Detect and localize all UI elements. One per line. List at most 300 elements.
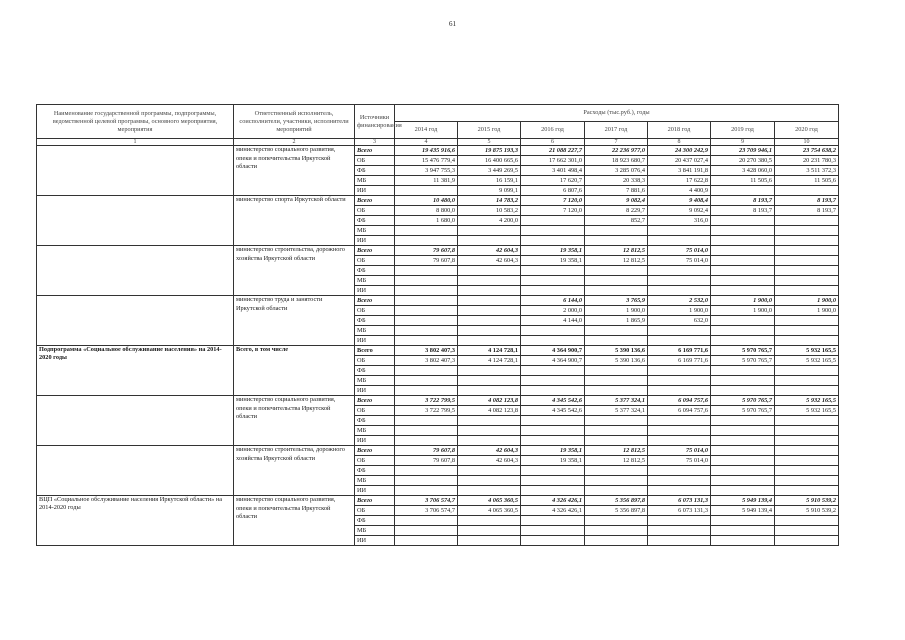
value-cell (585, 266, 648, 276)
value-cell (648, 326, 711, 336)
column-number: 6 (521, 139, 585, 146)
value-cell (585, 286, 648, 296)
value-cell: 4 364 900,7 (521, 346, 585, 356)
value-cell (521, 426, 585, 436)
header-row (37, 105, 839, 122)
value-cell (711, 246, 775, 256)
value-cell (585, 386, 648, 396)
value-cell: 5 377 324,1 (585, 396, 648, 406)
value-cell (585, 326, 648, 336)
value-cell: 3 285 076,4 (585, 166, 648, 176)
value-cell (711, 416, 775, 426)
value-cell: 75 014,0 (648, 246, 711, 256)
value-cell: 6 807,6 (521, 186, 585, 196)
value-cell (395, 516, 458, 526)
value-cell (775, 486, 839, 496)
value-cell (395, 466, 458, 476)
value-cell: 5 377 324,1 (585, 406, 648, 416)
value-cell: 5 970 765,7 (711, 356, 775, 366)
value-cell: 4 144,0 (521, 316, 585, 326)
value-cell (775, 326, 839, 336)
value-cell: 2 532,0 (648, 296, 711, 306)
value-cell (711, 216, 775, 226)
header-year: 2014 год (395, 122, 458, 139)
value-cell: 1 900,0 (775, 296, 839, 306)
source-cell: ОБ (355, 306, 395, 316)
value-cell (521, 326, 585, 336)
value-cell (521, 416, 585, 426)
column-number: 3 (355, 139, 395, 146)
header-executor: Ответственный исполнитель, соисполнители, участники, исполнители мероприятий (234, 105, 355, 139)
source-cell: ИИ (355, 286, 395, 296)
value-cell: 852,7 (585, 216, 648, 226)
table-row (37, 446, 839, 456)
value-cell: 1 865,9 (585, 316, 648, 326)
value-cell (648, 476, 711, 486)
value-cell: 3 706 574,7 (395, 506, 458, 516)
value-cell (458, 526, 521, 536)
source-cell: ФБ (355, 216, 395, 226)
value-cell: 5 390 136,6 (585, 356, 648, 366)
value-cell (648, 366, 711, 376)
value-cell: 7 120,0 (521, 196, 585, 206)
value-cell (711, 426, 775, 436)
value-cell (395, 526, 458, 536)
value-cell (775, 366, 839, 376)
value-cell (458, 516, 521, 526)
value-cell (585, 236, 648, 246)
table-row (37, 396, 839, 406)
value-cell (585, 426, 648, 436)
value-cell: 21 088 227,7 (521, 146, 585, 156)
value-cell (775, 186, 839, 196)
table-row (37, 296, 839, 306)
source-cell: ИИ (355, 386, 395, 396)
value-cell (521, 436, 585, 446)
value-cell: 6 169 771,6 (648, 346, 711, 356)
source-cell: МБ (355, 426, 395, 436)
value-cell: 12 812,5 (585, 256, 648, 266)
value-cell: 42 604,3 (458, 456, 521, 466)
source-cell: МБ (355, 276, 395, 286)
value-cell (775, 286, 839, 296)
value-cell (711, 366, 775, 376)
value-cell (521, 366, 585, 376)
value-cell: 5 970 765,7 (711, 406, 775, 416)
value-cell (775, 316, 839, 326)
value-cell: 3 428 060,0 (711, 166, 775, 176)
value-cell (395, 486, 458, 496)
value-cell (775, 416, 839, 426)
value-cell: 4 345 542,6 (521, 406, 585, 416)
value-cell: 15 476 779,4 (395, 156, 458, 166)
program-name-cell (37, 146, 234, 196)
table-row (37, 346, 839, 356)
source-cell: Всего (355, 396, 395, 406)
value-cell: 20 338,3 (585, 176, 648, 186)
value-cell (395, 266, 458, 276)
value-cell: 4 364 900,7 (521, 356, 585, 366)
value-cell (458, 326, 521, 336)
value-cell (395, 316, 458, 326)
value-cell: 1 680,0 (395, 216, 458, 226)
value-cell (648, 376, 711, 386)
header-year: 2018 год (648, 122, 711, 139)
value-cell: 11 381,9 (395, 176, 458, 186)
value-cell: 5 970 765,7 (711, 346, 775, 356)
source-cell: МБ (355, 326, 395, 336)
value-cell (711, 316, 775, 326)
source-cell: ОБ (355, 156, 395, 166)
value-cell (458, 316, 521, 326)
value-cell (521, 266, 585, 276)
source-cell: ИИ (355, 186, 395, 196)
value-cell: 5 932 165,5 (775, 346, 839, 356)
value-cell: 8 193,7 (711, 196, 775, 206)
value-cell (775, 426, 839, 436)
value-cell: 75 014,0 (648, 256, 711, 266)
value-cell (585, 526, 648, 536)
value-cell (711, 286, 775, 296)
value-cell (711, 226, 775, 236)
value-cell (711, 256, 775, 266)
value-cell (458, 376, 521, 386)
value-cell: 3 722 799,5 (395, 396, 458, 406)
value-cell (711, 536, 775, 546)
value-cell (395, 376, 458, 386)
value-cell: 8 800,0 (395, 206, 458, 216)
value-cell: 79 607,8 (395, 256, 458, 266)
header-source: Источники финансирования (355, 105, 395, 139)
value-cell (585, 226, 648, 236)
value-cell: 3 802 407,3 (395, 356, 458, 366)
value-cell (395, 286, 458, 296)
executor-cell: министерство социального развития, опеки и попечительства Иркутской области (234, 146, 355, 196)
value-cell (521, 536, 585, 546)
value-cell (585, 436, 648, 446)
value-cell: 17 622,8 (648, 176, 711, 186)
value-cell: 3 765,9 (585, 296, 648, 306)
value-cell (395, 386, 458, 396)
column-number: 4 (395, 139, 458, 146)
value-cell (458, 296, 521, 306)
value-cell (775, 466, 839, 476)
column-number: 9 (711, 139, 775, 146)
value-cell: 3 802 407,3 (395, 346, 458, 356)
value-cell: 12 812,5 (585, 456, 648, 466)
value-cell (711, 476, 775, 486)
value-cell (711, 236, 775, 246)
value-cell (521, 466, 585, 476)
value-cell: 1 900,0 (711, 306, 775, 316)
value-cell (775, 456, 839, 466)
column-number: 1 (37, 139, 234, 146)
value-cell (775, 386, 839, 396)
value-cell: 42 604,3 (458, 256, 521, 266)
header-year: 2020 год (775, 122, 839, 139)
value-cell: 4 345 542,6 (521, 396, 585, 406)
value-cell (458, 486, 521, 496)
value-cell (711, 456, 775, 466)
value-cell (521, 476, 585, 486)
value-cell: 12 812,5 (585, 246, 648, 256)
value-cell (648, 386, 711, 396)
value-cell: 6 094 757,6 (648, 396, 711, 406)
source-cell: ИИ (355, 236, 395, 246)
value-cell: 5 910 539,2 (775, 506, 839, 516)
value-cell: 22 236 977,0 (585, 146, 648, 156)
header-year: 2016 год (521, 122, 585, 139)
value-cell (775, 336, 839, 346)
value-cell: 3 722 799,5 (395, 406, 458, 416)
value-cell (775, 276, 839, 286)
value-cell: 3 511 372,3 (775, 166, 839, 176)
value-cell (585, 336, 648, 346)
value-cell: 4 326 426,1 (521, 506, 585, 516)
program-name-cell: ВЦП «Социальное обслуживание населения Иркутской области» на 2014-2020 годы (37, 496, 234, 546)
executor-cell: министерство строительства, дорожного хозяйства Иркутской области (234, 446, 355, 496)
value-cell (711, 276, 775, 286)
value-cell: 5 910 539,2 (775, 496, 839, 506)
value-cell (711, 446, 775, 456)
value-cell: 5 932 165,5 (775, 406, 839, 416)
value-cell (585, 366, 648, 376)
value-cell (521, 216, 585, 226)
value-cell (648, 466, 711, 476)
value-cell (775, 246, 839, 256)
program-name-cell (37, 246, 234, 296)
source-cell: ОБ (355, 206, 395, 216)
program-name-cell (37, 196, 234, 246)
executor-cell: министерство социального развития, опеки и попечительства Иркутской области (234, 496, 355, 546)
value-cell: 5 356 897,8 (585, 506, 648, 516)
value-cell: 75 014,0 (648, 446, 711, 456)
value-cell: 79 607,8 (395, 456, 458, 466)
value-cell: 11 505,6 (775, 176, 839, 186)
source-cell: Всего (355, 196, 395, 206)
source-cell: ФБ (355, 416, 395, 426)
value-cell: 9 082,4 (585, 196, 648, 206)
header-name: Наименование государственной программы, подпрограммы, ведомственной целевой программы, основного мероприятия, мероприятия (37, 105, 234, 139)
source-cell: Всего (355, 146, 395, 156)
value-cell (458, 266, 521, 276)
value-cell: 19 435 916,6 (395, 146, 458, 156)
value-cell: 5 356 897,8 (585, 496, 648, 506)
value-cell: 12 812,5 (585, 446, 648, 456)
value-cell: 5 390 136,6 (585, 346, 648, 356)
value-cell (648, 276, 711, 286)
value-cell: 3 706 574,7 (395, 496, 458, 506)
source-cell: МБ (355, 476, 395, 486)
value-cell (648, 486, 711, 496)
source-cell: ОБ (355, 456, 395, 466)
value-cell (395, 236, 458, 246)
value-cell (458, 386, 521, 396)
value-cell (775, 476, 839, 486)
column-number-row (37, 139, 839, 146)
column-number: 5 (458, 139, 521, 146)
value-cell: 19 358,1 (521, 456, 585, 466)
source-cell: МБ (355, 376, 395, 386)
value-cell (711, 486, 775, 496)
value-cell (711, 526, 775, 536)
value-cell: 7 120,0 (521, 206, 585, 216)
value-cell (458, 476, 521, 486)
value-cell (775, 216, 839, 226)
program-name-cell (37, 396, 234, 446)
value-cell (775, 446, 839, 456)
source-cell: ИИ (355, 336, 395, 346)
value-cell (711, 386, 775, 396)
value-cell: 8 193,7 (711, 206, 775, 216)
value-cell (585, 276, 648, 286)
value-cell: 9 092,4 (648, 206, 711, 216)
value-cell: 10 480,0 (395, 196, 458, 206)
value-cell (395, 416, 458, 426)
value-cell: 4 065 360,5 (458, 506, 521, 516)
value-cell: 7 881,6 (585, 186, 648, 196)
value-cell (395, 436, 458, 446)
value-cell (648, 526, 711, 536)
value-cell: 24 300 242,9 (648, 146, 711, 156)
value-cell: 20 270 380,5 (711, 156, 775, 166)
value-cell (775, 256, 839, 266)
value-cell (711, 436, 775, 446)
source-cell: Всего (355, 246, 395, 256)
value-cell (521, 376, 585, 386)
value-cell: 5 949 139,4 (711, 496, 775, 506)
source-cell: ФБ (355, 166, 395, 176)
value-cell: 6 094 757,6 (648, 406, 711, 416)
source-cell: МБ (355, 226, 395, 236)
executor-cell: министерство строительства, дорожного хозяйства Иркутской области (234, 246, 355, 296)
value-cell: 4 326 426,1 (521, 496, 585, 506)
header-expenses: Расходы (тыс.руб.), годы (395, 105, 839, 122)
value-cell: 3 449 269,5 (458, 166, 521, 176)
value-cell (775, 226, 839, 236)
value-cell: 23 754 638,2 (775, 146, 839, 156)
program-name-cell: Подпрограмма «Социальное обслуживание населения» на 2014-2020 годы (37, 346, 234, 396)
value-cell (395, 366, 458, 376)
value-cell: 23 709 946,1 (711, 146, 775, 156)
source-cell: ОБ (355, 506, 395, 516)
value-cell (711, 336, 775, 346)
value-cell: 18 923 680,7 (585, 156, 648, 166)
value-cell (648, 516, 711, 526)
value-cell (585, 466, 648, 476)
value-cell (648, 286, 711, 296)
value-cell (458, 306, 521, 316)
source-cell: ОБ (355, 356, 395, 366)
value-cell: 5 932 165,5 (775, 356, 839, 366)
value-cell (521, 386, 585, 396)
value-cell: 316,0 (648, 216, 711, 226)
value-cell: 42 604,3 (458, 246, 521, 256)
value-cell: 42 604,3 (458, 446, 521, 456)
source-cell: ИИ (355, 436, 395, 446)
value-cell: 3 947 755,3 (395, 166, 458, 176)
executor-cell: министерство труда и занятости Иркутской области (234, 296, 355, 346)
program-name-cell (37, 296, 234, 346)
source-cell: ИИ (355, 536, 395, 546)
value-cell: 1 900,0 (585, 306, 648, 316)
value-cell (458, 286, 521, 296)
value-cell (775, 376, 839, 386)
value-cell (585, 476, 648, 486)
value-cell (458, 536, 521, 546)
executor-cell: Всего, в том числе (234, 346, 355, 396)
value-cell (711, 516, 775, 526)
value-cell (775, 536, 839, 546)
value-cell: 8 193,7 (775, 206, 839, 216)
value-cell: 16 400 665,6 (458, 156, 521, 166)
table-row (37, 496, 839, 506)
column-number: 2 (234, 139, 355, 146)
value-cell (395, 426, 458, 436)
column-number: 8 (648, 139, 711, 146)
source-cell: Всего (355, 446, 395, 456)
value-cell (648, 226, 711, 236)
value-cell: 11 505,6 (711, 176, 775, 186)
value-cell: 4 124 728,1 (458, 346, 521, 356)
value-cell: 6 073 131,3 (648, 506, 711, 516)
source-cell: ФБ (355, 466, 395, 476)
value-cell (711, 266, 775, 276)
value-cell (521, 226, 585, 236)
value-cell: 17 662 301,0 (521, 156, 585, 166)
source-cell: МБ (355, 526, 395, 536)
value-cell (458, 276, 521, 286)
value-cell (711, 376, 775, 386)
program-name-cell (37, 446, 234, 496)
value-cell (521, 236, 585, 246)
value-cell (458, 226, 521, 236)
value-cell: 9 099,1 (458, 186, 521, 196)
value-cell (458, 336, 521, 346)
value-cell (585, 416, 648, 426)
source-cell: ФБ (355, 266, 395, 276)
value-cell: 9 408,4 (648, 196, 711, 206)
value-cell (775, 516, 839, 526)
value-cell (585, 486, 648, 496)
value-cell (395, 306, 458, 316)
value-cell: 19 358,1 (521, 256, 585, 266)
value-cell: 6 144,0 (521, 296, 585, 306)
value-cell (395, 226, 458, 236)
value-cell (521, 486, 585, 496)
value-cell (458, 366, 521, 376)
value-cell: 1 900,0 (775, 306, 839, 316)
value-cell (648, 426, 711, 436)
column-number: 10 (775, 139, 839, 146)
value-cell: 20 231 780,3 (775, 156, 839, 166)
value-cell: 79 607,8 (395, 446, 458, 456)
value-cell: 19 358,1 (521, 246, 585, 256)
value-cell (521, 526, 585, 536)
value-cell (775, 236, 839, 246)
value-cell: 6 169 771,6 (648, 356, 711, 366)
value-cell (711, 466, 775, 476)
value-cell (775, 436, 839, 446)
value-cell (585, 516, 648, 526)
table-row (37, 146, 839, 156)
value-cell: 4 065 360,5 (458, 496, 521, 506)
value-cell: 10 583,2 (458, 206, 521, 216)
header-year: 2017 год (585, 122, 648, 139)
source-cell: ФБ (355, 316, 395, 326)
value-cell (585, 536, 648, 546)
value-cell: 632,0 (648, 316, 711, 326)
